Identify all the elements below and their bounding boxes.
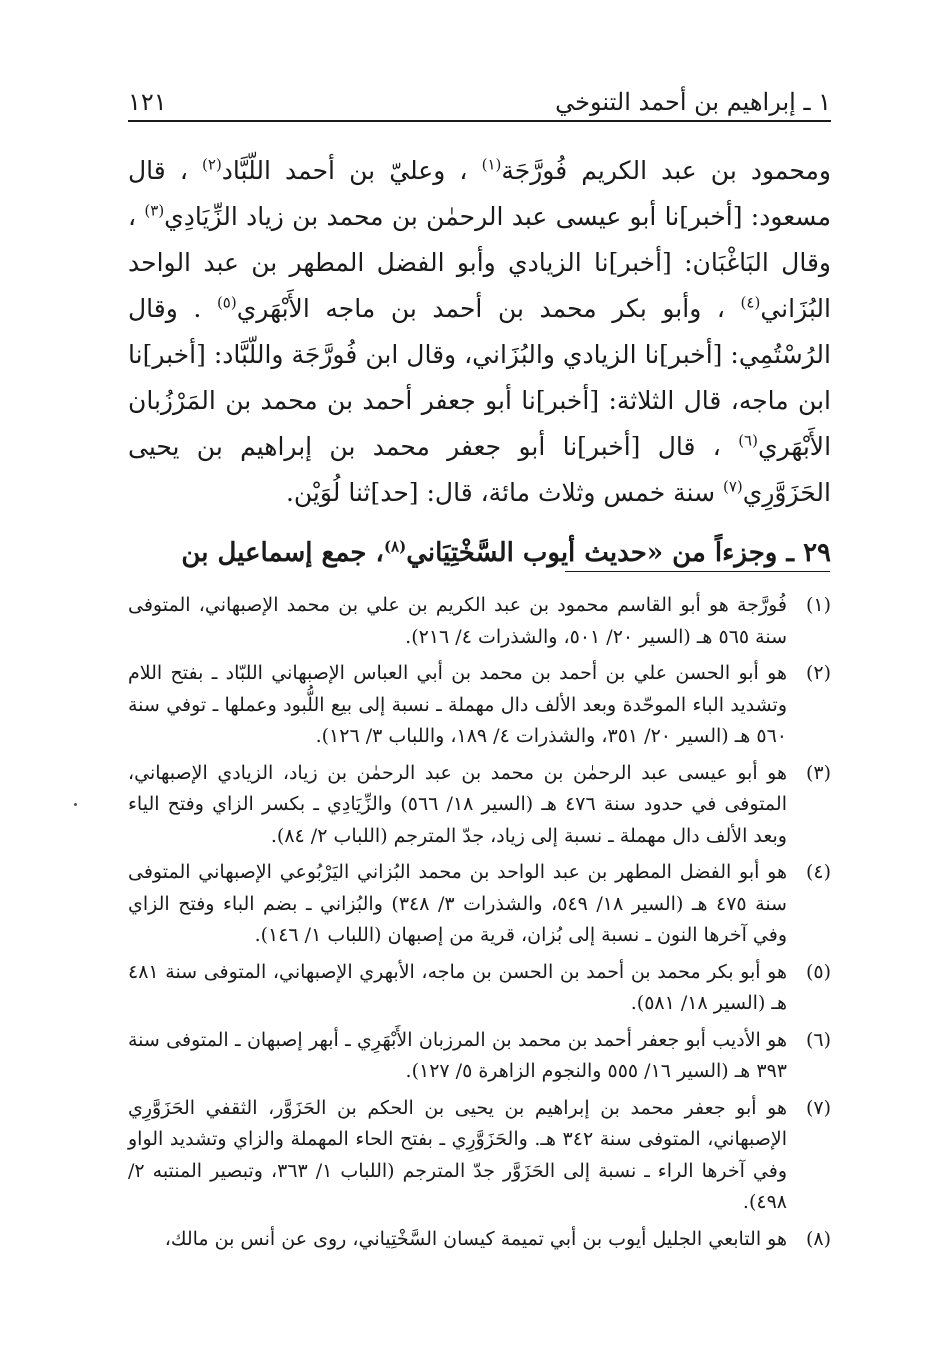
running-header	[128, 78, 831, 122]
text-segment: ، وعليّ بن أحمد اللّبَّاد	[221, 156, 468, 185]
footnote-ref-5[interactable]: (٥)	[216, 293, 237, 312]
footnote-ref-8[interactable]: (٨)	[383, 537, 407, 556]
footnote-4	[128, 857, 831, 952]
footnote-text: هو أبو الفضل المطهر بن عبد الواحد بن محمد البُزاني اليَرْبُوعي الإصبهاني المتوفى سنة ٤٧٥ هـ (السير ١٨/ ٥٤٩، والشذرات ٣/ ٣٤٨) والبُزاني ـ بضم الباء وفتح الزاي وفي آخرها النون ـ نسبة إلى بُزان، قرية من إصبهان (اللباب ١/ ١٤٦).	[128, 861, 787, 946]
section-heading-29	[128, 530, 831, 576]
footnote-number: (١)	[805, 594, 831, 616]
chain-of-narration-paragraph	[128, 148, 831, 516]
running-title: ١ ـ إبراهيم بن أحمد التنوخي	[555, 88, 831, 116]
footnote-text: هو أبو جعفر محمد بن إبراهيم بن يحيى بن الحكم بن الحَزَوَّر، الثقفي الحَزَوَّرِي الإصبهاني، المتوفى سنة ٣٤٢ هـ. والحَزَوَّرِي ـ بفتح الحاء المهملة والزاي وتشديد الواو وفي آخرها الراء ـ نسبة إلى الحَزَوَّر جدّ المترجم (اللباب ١/ ٣٦٣، وتبصير المنتبه ٢/ ٤٩٨).	[128, 1096, 787, 1213]
footnote-ref-7[interactable]: (٧)	[723, 477, 743, 496]
text-segment: سنة خمس وثلاث مائة، قال: [حد]ثنا لُوَيْن.	[285, 478, 716, 507]
text-segment: ، قال [أخبر]نا أبو جعفر محمد بن إبراهيم بن يحيى الحَزَوَّرِي	[128, 432, 831, 507]
footnote-number: (٧)	[805, 1096, 831, 1119]
footnote-ref-2[interactable]: (٢)	[202, 155, 222, 174]
footnote-text: هو أبو الحسن علي بن أحمد بن محمد بن أبي العباس الإصبهاني اللبّاد ـ بفتح اللام وتشديد الباء الموحّدة وبعد الألف دال مهملة ـ نسبة إلى بيع اللُّبود وعملها ـ توفي سنة ٥٦٠ هـ (السير ٢٠/ ٣٥١، والشذرات ٤/ ١٨٩، واللباب ٣/ ١٢٦).	[128, 662, 787, 747]
footnote-ref-6[interactable]: (٦)	[738, 431, 758, 450]
text-segment: ، وأبو بكر محمد بن أحمد بن ماجه الأَبْهَري	[236, 294, 725, 323]
section-heading-text: وجزءاً من «حديث أيوب السَّخْتِيَاني	[406, 538, 778, 568]
section-number: ٢٩ ـ	[786, 538, 831, 568]
footnote-number: (٢)	[805, 662, 831, 684]
footnote-2	[128, 658, 831, 753]
footnote-separator	[565, 571, 830, 572]
footnote-text: هو التابعي الجليل أيوب بن أبي تميمة كيسان السَّخْتِياني، روى عن أنس بن مالك،	[164, 1227, 787, 1250]
footnote-8	[128, 1224, 831, 1256]
footnote-number: (٣)	[805, 761, 831, 784]
footnote-5	[128, 957, 831, 1020]
footnotes	[128, 590, 831, 1260]
footnote-number: (٨)	[805, 1227, 831, 1250]
footnote-ref-4[interactable]: (٤)	[740, 293, 761, 312]
footnote-ref-1[interactable]: (١)	[481, 155, 502, 174]
footnote-number: (٤)	[805, 861, 831, 883]
footnote-number: (٦)	[805, 1028, 831, 1051]
text-segment: ، وقال البَاغْبَان: [أخبر]نا الزيادي وأبو الفضل المطهر بن عبد الواحد البُزَاني	[128, 202, 831, 323]
footnote-text: هو أبو بكر محمد بن أحمد بن الحسن بن ماجه، الأبهري الإصبهاني، المتوفى سنة ٤٨١ هـ (السير ١٨/ ٥٨١).	[128, 960, 787, 1014]
footnote-ref-3[interactable]: (٣)	[144, 201, 165, 220]
footnote-3	[128, 758, 831, 853]
page-number: ١٢١	[128, 88, 167, 116]
main-text	[128, 148, 831, 576]
footnote-7	[128, 1093, 831, 1219]
section-heading-text: ، جمع إسماعيل بن	[181, 538, 384, 568]
text-segment: ومحمود بن عبد الكريم فُورَّجَة	[501, 156, 831, 185]
text-segment: ، قال مسعود: [أخبر]نا أبو عيسى عبد الرحمٰن بن محمد بن زياد الزِّيَادِي	[128, 156, 832, 231]
footnote-text: هو الأديب أبو جعفر أحمد بن محمد بن المرزبان الأَبْهَرِي ـ أبهر إصبهان ـ المتوفى سنة ٣٩٣ هـ (السير ١٦/ ٥٥٥ والنجوم الزاهرة ٥/ ١٢٧).	[128, 1028, 787, 1082]
footnote-1	[128, 590, 831, 653]
footnote-6	[128, 1025, 831, 1088]
footnote-text: هو أبو عيسى عبد الرحمٰن بن محمد بن عبد الرحمٰن بن زياد، الزيادي الإصبهاني، المتوفى في حدود سنة ٤٧٦ هـ (السير ١٨/ ٥٦٦) والزِّيَادِي ـ بكسر الزاي وفتح الياء وبعد الألف دال مهملة ـ نسبة إلى زياد، جدّ المترجم (اللباب ٢/ ٨٤).	[128, 761, 787, 847]
footnote-text: فُورَّجة هو أبو القاسم محمود بن عبد الكريم بن علي بن محمد الإصبهاني، المتوفى سنة ٥٦٥ هـ (السير ٢٠/ ٥٠١، والشذرات ٤/ ٢١٦).	[128, 594, 787, 648]
footnote-number: (٥)	[805, 960, 831, 983]
margin-mark	[74, 803, 77, 806]
text-segment: . وقال الرُسْتُمِي: [أخبر]نا الزيادي والبُزَاني، وقال ابن فُورَّجَة واللّبَّاد: [أخبر]نا ابن ماجه، قال الثلاثة: [أخبر]نا أبو جعفر أحمد بن محمد بن المَرْزُبان الأَبْهَري	[128, 294, 832, 461]
